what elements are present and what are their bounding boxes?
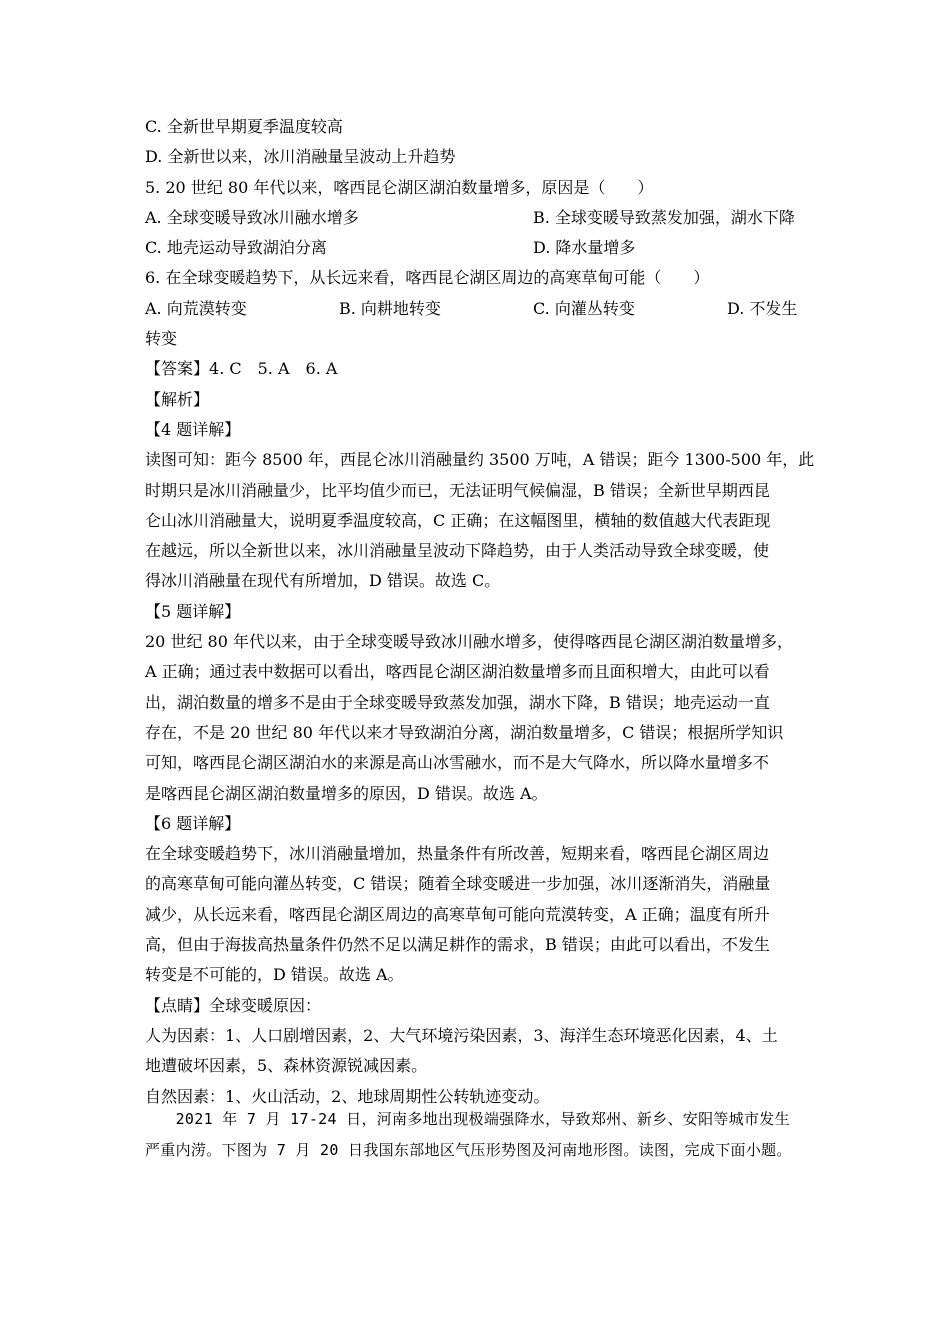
detail5-line: 是喀西昆仑湖区湖泊数量增多的原因，D 错误。故选 A。	[145, 783, 548, 803]
q6-options-row	[145, 294, 810, 324]
next-material-line: 严重内涝。下图为 7 月 20 日我国东部地区气压形势图及河南地形图。读图，完成下面小题。	[145, 1141, 792, 1159]
q4-option-c: C. 全新世早期夏季温度较高	[145, 117, 343, 136]
detail5-line: 存在，不是 20 世纪 80 年代以来才导致湖泊分离，湖泊数量增多，C 错误；根据所学知识	[145, 722, 784, 742]
q5-options-row-2	[145, 233, 810, 263]
detail5-line: 可知，喀西昆仑湖区湖泊水的来源是高山冰雪融水，而不是大气降水，所以降水量增多不	[145, 753, 770, 773]
answer-5: 5. A	[257, 359, 290, 379]
q6-option-d: D. 不发生	[727, 298, 798, 318]
detail5-line: A 正确；通过表中数据可以看出，喀西昆仑湖区湖泊数量增多而且面积增大，由此可以看	[145, 662, 770, 682]
q5-option-b: B. 全球变暖导致蒸发加强，湖水下降	[533, 207, 795, 227]
detail4-line: 得冰川消融量在现代有所增加，D 错误。故选 C。	[145, 571, 501, 591]
document-page	[145, 112, 815, 1112]
detail4-line: 仑山冰川消融量大，说明夏季温度较高，C 正确；在这幅图里，横轴的数值越大代表距现	[145, 510, 771, 530]
detail6-line: 在全球变暖趋势下，冰川消融量增加，热量条件有所改善，短期来看，喀西昆仑湖区周边	[145, 844, 770, 864]
q6-option-c: C. 向灌丛转变	[533, 298, 635, 318]
answer-6: 6. A	[305, 359, 338, 379]
answer-4: 4. C	[209, 359, 242, 379]
analysis-label: 【解析】	[145, 389, 210, 409]
next-material-line: 2021 年 7 月 17-24 日，河南多地出现极端强降水，导致郑州、新乡、安阳等城市发生	[145, 1110, 790, 1128]
detail6-heading: 【6 题详解】	[145, 813, 241, 833]
answer-label: 【答案】	[145, 359, 210, 379]
detail6-line: 高，但由于海拔高热量条件仍然不足以满足耕作的需求，B 错误；由此可以看出，不发生	[145, 935, 770, 955]
detail5-heading: 【5 题详解】	[145, 601, 241, 621]
tips-line: 自然因素：1、火山活动，2、地球周期性公转轨迹变动。	[145, 1086, 550, 1106]
q5-options-row-1	[145, 203, 810, 233]
detail4-line: 读图可知：距今 8500 年，西昆仑冰川消融量约 3500 万吨，A 错误；距今 1300-500 年，此	[145, 450, 815, 470]
q6-option-d-wrap: 转变	[145, 329, 178, 349]
q5-option-a: A. 全球变暖导致冰川融水增多	[145, 207, 359, 227]
q5-option-d: D. 降水量增多	[533, 238, 636, 258]
detail6-line: 减少，从长远来看，喀西昆仑湖区周边的高寒草甸可能向荒漠转变，A 正确；温度有所升	[145, 904, 770, 924]
detail5-line: 出，湖泊数量的增多不是由于全球变暖导致蒸发加强，湖水下降，B 错误；地壳运动一直	[145, 692, 770, 712]
q6-stem: 6. 在全球变暖趋势下，从长远来看，喀西昆仑湖区周边的高寒草甸可能（ ）	[145, 268, 710, 288]
answer-line	[145, 354, 810, 384]
tips-heading: 【点睛】全球变暖原因：	[145, 995, 322, 1015]
detail5-line: 20 世纪 80 年代以来，由于全球变暖导致冰川融水增多，使得喀西昆仑湖区湖泊数量增多，	[145, 632, 793, 652]
q5-stem: 5. 20 世纪 80 年代以来，喀西昆仑湖区湖泊数量增多，原因是（ ）	[145, 177, 654, 197]
detail6-line: 转变是不可能的，D 错误。故选 A。	[145, 965, 404, 985]
tips-line: 地遭破坏因素，5、森林资源锐减因素。	[145, 1056, 428, 1076]
q5-option-c: C. 地壳运动导致湖泊分离	[145, 238, 327, 258]
tips-line: 人为因素：1、人口剧增因素，2、大气环境污染因素，3、海洋生态环境恶化因素，4、土	[145, 1025, 778, 1045]
q6-option-b: B. 向耕地转变	[339, 298, 441, 318]
q4-option-d: D. 全新世以来，冰川消融量呈波动上升趋势	[145, 147, 456, 167]
detail6-line: 的高寒草甸可能向灌丛转变，C 错误；随着全球变暖进一步加强，冰川逐渐消失，消融量	[145, 874, 771, 894]
detail4-line: 时期只是冰川消融量少，比平均值少而已，无法证明气候偏湿，B 错误；全新世早期西昆	[145, 480, 770, 500]
detail4-line: 在越远，所以全新世以来，冰川消融量呈波动下降趋势，由于人类活动导致全球变暖，使	[145, 541, 770, 561]
next-material-paragraph	[145, 1104, 815, 1166]
q6-option-a: A. 向荒漠转变	[145, 298, 247, 318]
detail4-heading: 【4 题详解】	[145, 419, 241, 439]
